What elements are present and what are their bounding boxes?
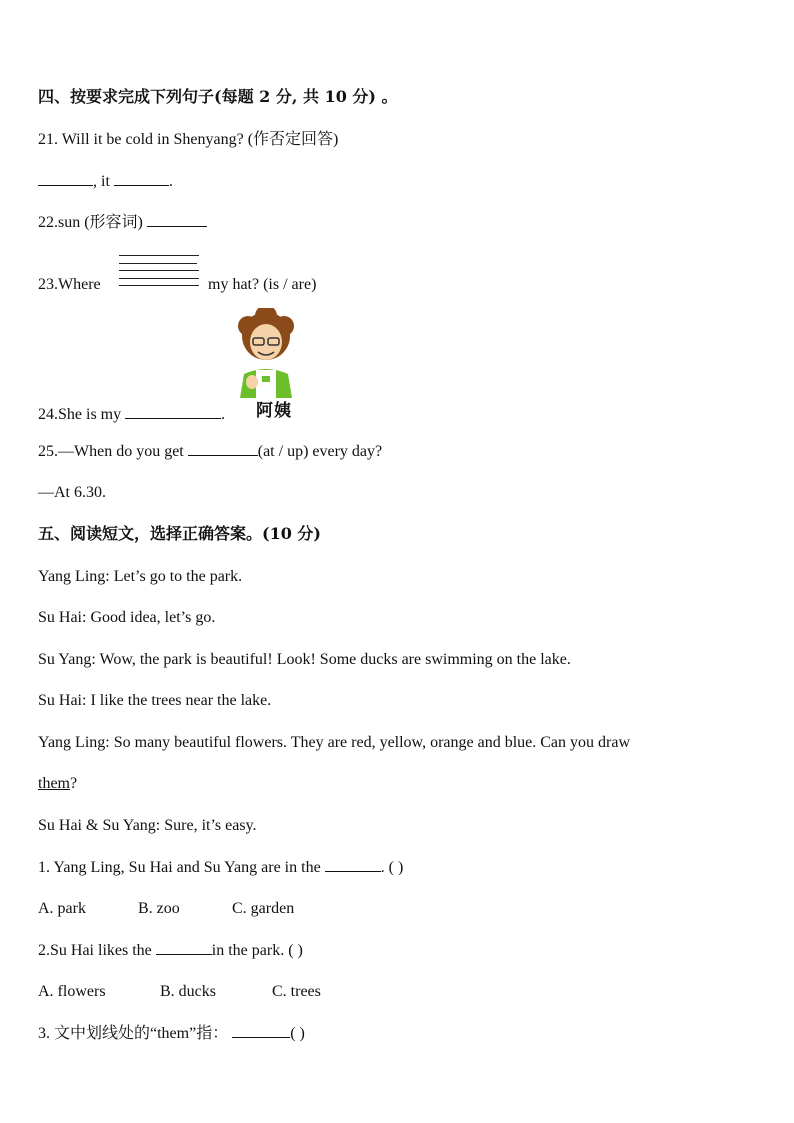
question-after: (at / up) every day?	[257, 443, 383, 460]
dialogue-line: Yang Ling: Let’s go to the park.	[38, 568, 243, 585]
question-text: 22.sun (形容词)	[38, 214, 143, 231]
question-text: 24.She is my	[38, 406, 122, 423]
section-4-title: 四、按要求完成下列句子(每题 2 分, 共 10 分) 。	[38, 87, 398, 106]
answer-blank[interactable]	[325, 857, 381, 872]
question-text: 25.—When do you get	[38, 443, 184, 460]
question-end: ( )	[290, 1025, 305, 1042]
question-23-after: my hat? (is / are)	[208, 276, 317, 293]
question-25-answer: —At 6.30.	[38, 484, 106, 501]
question-21: 21. Will it be cold in Shenyang? (作否定回答)	[38, 131, 339, 148]
dialogue-line: Su Yang: Wow, the park is beautiful! Look! Some ducks are swimming on the lake.	[38, 651, 571, 668]
dialogue-continuation	[38, 773, 77, 795]
question-21-answer	[38, 171, 173, 193]
question-1-options	[38, 898, 294, 920]
dialogue-end: ?	[70, 775, 78, 792]
question-end: .	[221, 406, 226, 423]
answer-blank[interactable]	[125, 404, 221, 419]
aunt-illustration	[234, 308, 298, 398]
question-text: 1. Yang Ling, Su Hai and Su Yang are in the	[38, 859, 321, 876]
option-b[interactable]: B. zoo	[138, 900, 180, 917]
answer-blank[interactable]	[156, 940, 212, 955]
answer-text: .	[168, 173, 173, 190]
question-23-before: 23.Where	[38, 276, 101, 293]
answer-blank[interactable]	[232, 1023, 290, 1038]
question-2-options	[38, 981, 321, 1003]
question-2	[38, 940, 303, 962]
option-a[interactable]: A. park	[38, 900, 86, 917]
question-22	[38, 212, 207, 234]
dialogue-line: Su Hai & Su Yang: Sure, it’s easy.	[38, 817, 257, 834]
underlined-them: them	[38, 775, 70, 792]
section-5-title: 五、阅读短文，选择正确答案。(10 分)	[38, 524, 321, 543]
aunt-label: 阿姨	[256, 401, 292, 421]
question-25	[38, 441, 382, 463]
question-end: in the park. ( )	[211, 942, 303, 959]
dialogue-line: Yang Ling: So many beautiful flowers. They are red, yellow, orange and blue. Can you draw	[38, 734, 631, 751]
answer-blank[interactable]	[147, 212, 207, 227]
answer-text: , it	[93, 173, 110, 190]
answer-blank[interactable]	[114, 171, 169, 186]
option-a[interactable]: A. flowers	[38, 983, 106, 1000]
answer-blank[interactable]	[188, 441, 258, 456]
answer-blank[interactable]	[38, 171, 93, 186]
dialogue-line: Su Hai: Good idea, let’s go.	[38, 609, 216, 626]
question-end: . ( )	[380, 859, 404, 876]
question-3	[38, 1023, 305, 1045]
dialogue-line: Su Hai: I like the trees near the lake.	[38, 692, 272, 709]
question-1	[38, 857, 403, 879]
option-c[interactable]: C. garden	[232, 900, 295, 917]
question-24	[38, 404, 225, 426]
answer-lines-stack[interactable]	[119, 253, 199, 287]
question-text: 2.Su Hai likes the	[38, 942, 152, 959]
question-text: 3. 文中划线处的“them”指：	[38, 1025, 229, 1042]
option-c[interactable]: C. trees	[272, 983, 321, 1000]
option-b[interactable]: B. ducks	[160, 983, 216, 1000]
